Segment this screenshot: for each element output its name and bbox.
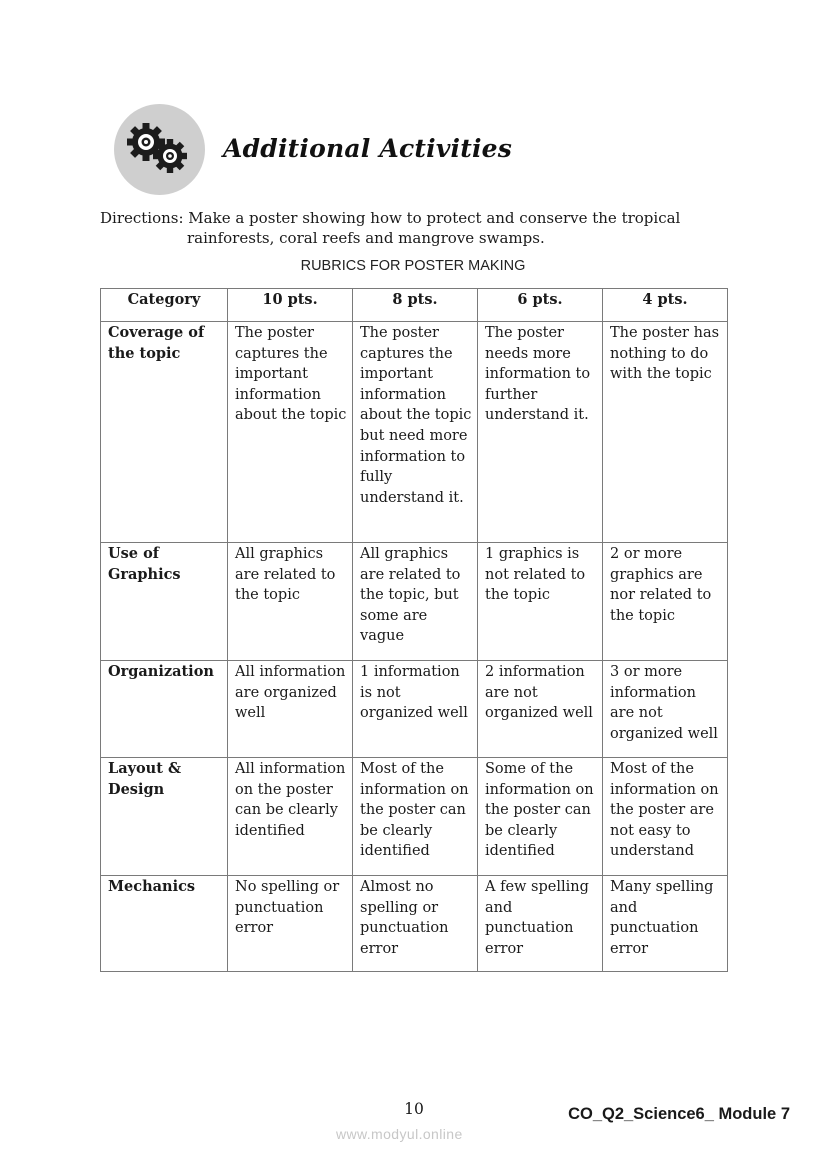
- table-row: [101, 661, 728, 758]
- gears-icon: [114, 104, 205, 195]
- cell-10-pts: The poster captures the important information about the topic: [228, 322, 353, 543]
- header-10-pts: 10 pts.: [228, 289, 353, 322]
- cell-8-pts: The poster captures the important information about the topic but need more information to fully understand it.: [353, 322, 478, 543]
- header-4-pts: 4 pts.: [603, 289, 728, 322]
- cell-6-pts: Some of the information on the poster can be clearly identified: [478, 758, 603, 876]
- directions-line-1: Directions: Make a poster showing how to protect and conserve the tropical: [100, 209, 681, 227]
- rubric-caption: RUBRICS FOR POSTER MAKING: [300, 258, 526, 274]
- directions: [100, 208, 740, 248]
- row-category: Organization: [101, 661, 228, 758]
- table-header-row: [101, 289, 728, 322]
- rubric-table: [100, 288, 728, 972]
- cell-8-pts: 1 information is not organized well: [353, 661, 478, 758]
- table-row: [101, 876, 728, 972]
- header-6-pts: 6 pts.: [478, 289, 603, 322]
- row-category: Mechanics: [101, 876, 228, 972]
- cell-10-pts: All information on the poster can be clearly identified: [228, 758, 353, 876]
- cell-10-pts: All graphics are related to the topic: [228, 543, 353, 661]
- row-category: Layout & Design: [101, 758, 228, 876]
- cell-4-pts: Many spelling and punctuation error: [603, 876, 728, 972]
- cell-4-pts: The poster has nothing to do with the topic: [603, 322, 728, 543]
- cell-10-pts: No spelling or punctuation error: [228, 876, 353, 972]
- cell-8-pts: Almost no spelling or punctuation error: [353, 876, 478, 972]
- cell-6-pts: 1 graphics is not related to the topic: [478, 543, 603, 661]
- cell-4-pts: 3 or more information are not organized well: [603, 661, 728, 758]
- cell-6-pts: 2 information are not organized well: [478, 661, 603, 758]
- watermark: www.modyul.online: [336, 1126, 463, 1142]
- cell-8-pts: All graphics are related to the topic, but some are vague: [353, 543, 478, 661]
- cell-6-pts: A few spelling and punctuation error: [478, 876, 603, 972]
- table-row: [101, 322, 728, 543]
- header-8-pts: 8 pts.: [353, 289, 478, 322]
- cell-6-pts: The poster needs more information to further understand it.: [478, 322, 603, 543]
- table-row: [101, 758, 728, 876]
- table-row: [101, 543, 728, 661]
- section-title: Additional Activities: [223, 134, 513, 163]
- cell-4-pts: 2 or more graphics are nor related to the topic: [603, 543, 728, 661]
- page-number: 10: [404, 1100, 424, 1118]
- cell-10-pts: All information are organized well: [228, 661, 353, 758]
- module-code: CO_Q2_Science6_ Module 7: [568, 1105, 790, 1123]
- cell-8-pts: Most of the information on the poster can be clearly identified: [353, 758, 478, 876]
- row-category: Coverage of the topic: [101, 322, 228, 543]
- cell-4-pts: Most of the information on the poster are not easy to understand: [603, 758, 728, 876]
- header-category: Category: [101, 289, 228, 322]
- row-category: Use of Graphics: [101, 543, 228, 661]
- directions-line-2: rainforests, coral reefs and mangrove swamps.: [187, 229, 545, 247]
